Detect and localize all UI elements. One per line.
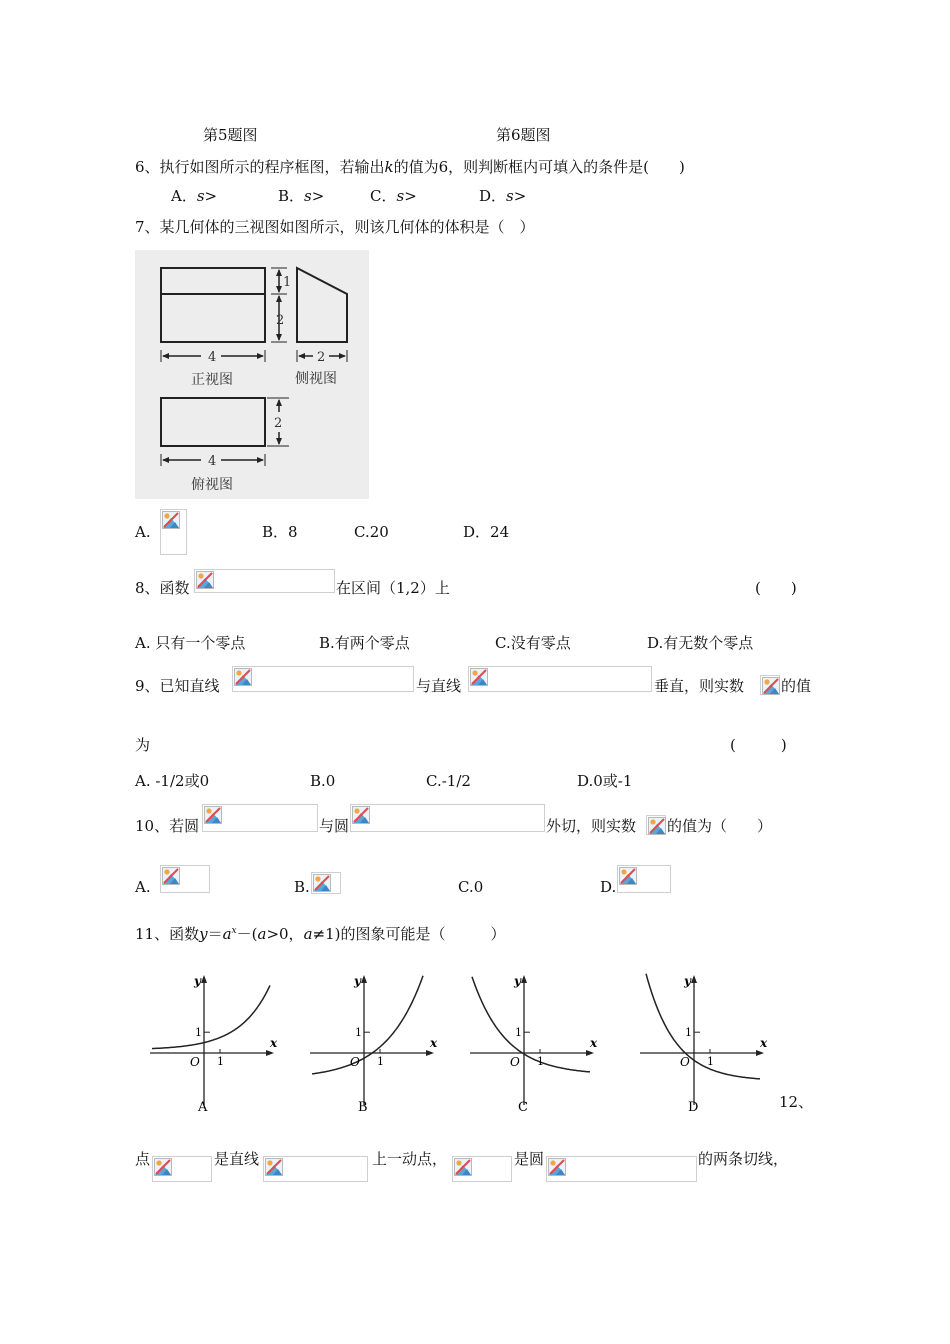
question-7-option-c: C.20 [354,523,389,541]
question-12-stem-line: 是直线 [214,1150,260,1168]
y-axis-label: y [684,974,691,988]
dim-bottom-part: 2 [276,313,285,328]
broken-image-icon [194,569,335,593]
question-6-option-d: D．s> [479,187,527,205]
graph-label: C [518,1100,528,1115]
question-12-stem-start: 点 [135,1150,151,1168]
question-9-option-d: D.0或-1 [577,772,633,790]
x-axis-label: x [590,1036,598,1050]
graph-label: A [198,1100,208,1115]
x-tick-label: 1 [377,1055,384,1068]
graph-label: D [688,1100,699,1115]
x-tick-label: 1 [537,1055,544,1068]
three-view-figure [135,250,369,499]
graph-c [470,974,598,1115]
dim-side-width: 2 [317,350,326,365]
question-7-option-b: B．8 [262,523,298,541]
broken-image-icon [263,1156,368,1182]
figure-5-caption: 第5题图 [203,126,258,144]
question-9-stem-perp: 垂直，则实数 [654,677,745,695]
question-8-option-c: C.没有零点 [495,634,571,652]
top-view-label: 俯视图 [191,477,233,493]
question-7-option-d: D．24 [463,523,510,541]
question-8-paren: ( ) [755,579,797,597]
broken-image-icon [311,872,341,894]
dim-front-width: 4 [208,350,217,365]
question-10-option-d: D. [600,878,617,896]
question-6-option-a: A．s> [171,187,218,205]
y-axis-label: y [354,974,361,988]
question-8-option-d: D.有无数个零点 [647,634,754,652]
graph-d [640,974,768,1115]
question-10-stem-mid: 与圆 [319,817,350,835]
broken-image-icon [468,666,652,692]
front-view-label: 正视图 [191,372,233,388]
figure-6-caption: 第6题图 [496,126,551,144]
answer-graphs [140,965,780,1120]
y-axis-label: y [514,974,521,988]
dim-top-view-height: 2 [274,416,283,431]
dim-top-part: 1 [283,275,292,290]
question-10-stem-end: 的值为（ ） [667,817,773,835]
question-12-stem-end: 的两条切线， [698,1150,789,1168]
broken-image-icon [617,865,671,893]
broken-image-icon [160,865,210,893]
broken-image-icon [152,1156,212,1182]
broken-image-icon [646,815,666,835]
broken-image-icon [232,666,414,692]
function-curve [646,974,760,1079]
question-12-stem-circle: 是圆 [514,1150,545,1168]
question-8-option-a: A. 只有一个零点 [135,634,246,652]
dim-top-view-width: 4 [208,454,217,469]
question-11-stem: 11、函数$y=a^x-(a>0$，a≠1)的图象可能是（ ） [135,925,506,943]
y-axis-arrow [521,975,527,983]
function-curve [152,985,270,1048]
question-10-stem-tangent: 外切，则实数 [546,817,637,835]
graph-label: B [358,1100,368,1115]
x-axis-label: x [430,1036,438,1050]
x-axis-label: x [270,1036,278,1050]
question-9-stem-wrap: 为 [135,736,151,754]
y-tick-label: 1 [195,1026,202,1040]
broken-image-icon [546,1156,697,1182]
question-7-stem: 7、某几何体的三视图如图所示，则该几何体的体积是（ ） [135,218,535,236]
question-12-stem-point: 上一动点， [372,1150,448,1168]
question-8-option-b: B.有两个零点 [319,634,410,652]
question-9-option-b: B.0 [310,772,336,790]
question-9-option-c: C.-1/2 [426,772,471,790]
question-9-option-a: A. -1/2或0 [135,772,210,790]
side-view-label: 侧视图 [295,371,337,387]
question-9-stem-value: 的值 [781,677,812,695]
x-axis-label: x [760,1036,768,1050]
x-tick-label: 1 [217,1055,224,1068]
y-tick-label: 1 [515,1026,522,1040]
broken-image-icon [202,804,318,832]
graph-b [310,974,438,1115]
broken-image-icon [350,804,545,832]
origin-label: O [350,1055,360,1069]
question-7-option-a: A. [135,523,151,541]
origin-label: O [680,1055,690,1069]
y-axis-arrow [201,975,207,983]
graph-a [150,974,278,1115]
y-axis-arrow [691,975,697,983]
question-9-stem-mid: 与直线 [416,677,462,695]
question-6-option-b: B．s> [278,187,325,205]
question-8-stem-start: 8、函数 [135,579,190,597]
question-8-stem-end: 在区间（1,2）上 [336,579,450,597]
function-curve [312,976,423,1074]
question-10-option-c: C.0 [458,878,484,896]
question-12-number: 12、 [779,1093,814,1111]
x-axis-arrow [586,1050,594,1056]
question-10-option-b: B. [294,878,310,896]
broken-image-icon [160,509,187,555]
x-axis-arrow [756,1050,764,1056]
question-9-paren: ( ) [730,736,787,754]
x-axis-arrow [266,1050,274,1056]
y-axis-arrow [361,975,367,983]
broken-image-icon [760,675,780,695]
broken-image-icon [452,1156,512,1182]
question-10-option-a: A. [135,878,151,896]
origin-label: O [510,1055,520,1069]
y-tick-label: 1 [355,1026,362,1040]
question-6-stem: 6、执行如图所示的程序框图，若输出k的值为6，则判断框内可填入的条件是( ) [135,158,685,176]
function-curve [472,977,590,1072]
y-tick-label: 1 [685,1026,692,1040]
question-6-option-c: C．s> [370,187,417,205]
x-axis-arrow [426,1050,434,1056]
y-axis-label: y [194,974,201,988]
x-tick-label: 1 [707,1055,714,1068]
origin-label: O [190,1055,200,1069]
question-10-stem-start: 10、若圆 [135,817,200,835]
question-9-stem-start: 9、已知直线 [135,677,220,695]
